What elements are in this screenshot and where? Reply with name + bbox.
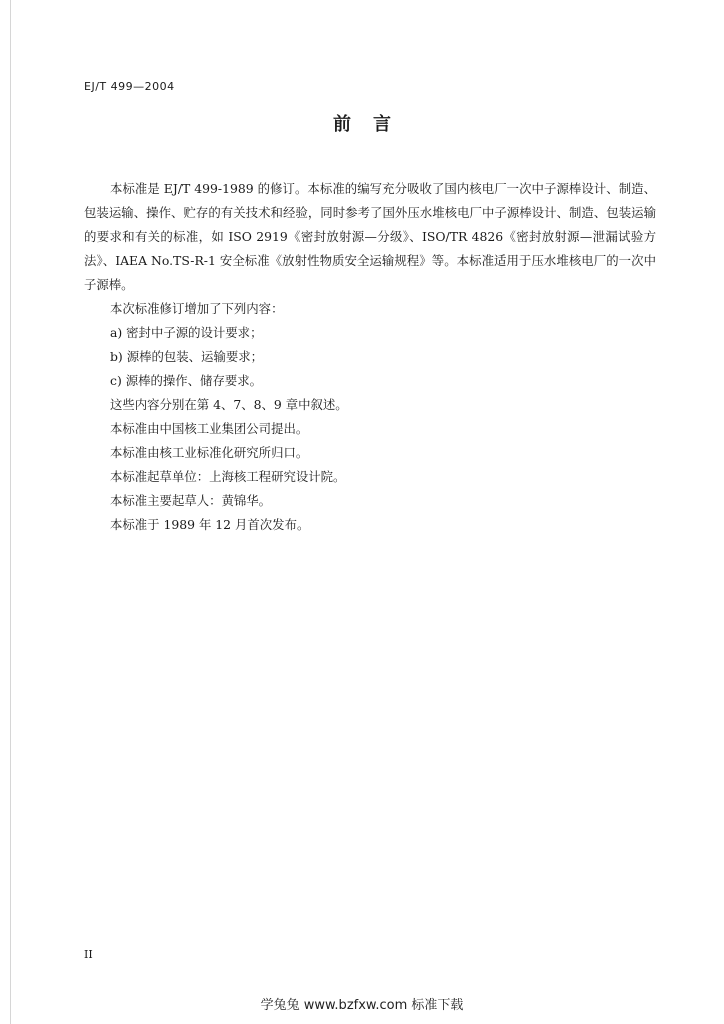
main-drafter: 本标准主要起草人：黄锦华。 (110, 493, 272, 508)
footer-watermark: 学兔兔 www.bzfxw.com 标准下载 (260, 998, 464, 1013)
document-body (84, 177, 656, 537)
page-edge-line (10, 0, 11, 1024)
first-release: 本标准于 1989 年 12 月首次发布。 (110, 517, 310, 532)
drafting-unit: 本标准起草单位：上海核工程研究设计院。 (110, 469, 346, 484)
revision-intro: 本次标准修订增加了下列内容： (110, 301, 284, 316)
managed-by: 本标准由核工业标准化研究所归口。 (110, 445, 309, 460)
chapters-note: 这些内容分别在第 4、7、8、9 章中叙述。 (110, 397, 348, 412)
page-title: 前言 (333, 114, 413, 135)
page-number: II (84, 948, 93, 961)
proposed-by: 本标准由中国核工业集团公司提出。 (110, 421, 309, 436)
intro-paragraph: 本标准是 EJ/T 499-1989 的修订。本标准的编写充分吸收了国内核电厂一次中子源棒设计、制造、包装运输、操作、贮存的有关技术和经验，同时参考了国外压水堆核电厂中子源棒设计、制造、包装运输的要求和有关的标准，如 ISO 2919《密封放射源—分级》、ISO/TR 4826《密封放射源—泄漏试验方法》、IAEA No.TS-R-1 安全标准《放射性物质安全运输规程》等。本标准适用于压水堆核电厂的一次中子源棒。 (84, 181, 656, 292)
list-item-c: c) 源棒的操作、储存要求。 (110, 373, 263, 388)
standard-code: EJ/T 499—2004 (84, 80, 175, 93)
list-item-a: a) 密封中子源的设计要求； (110, 325, 263, 340)
list-item-b: b) 源棒的包装、运输要求； (110, 349, 264, 364)
